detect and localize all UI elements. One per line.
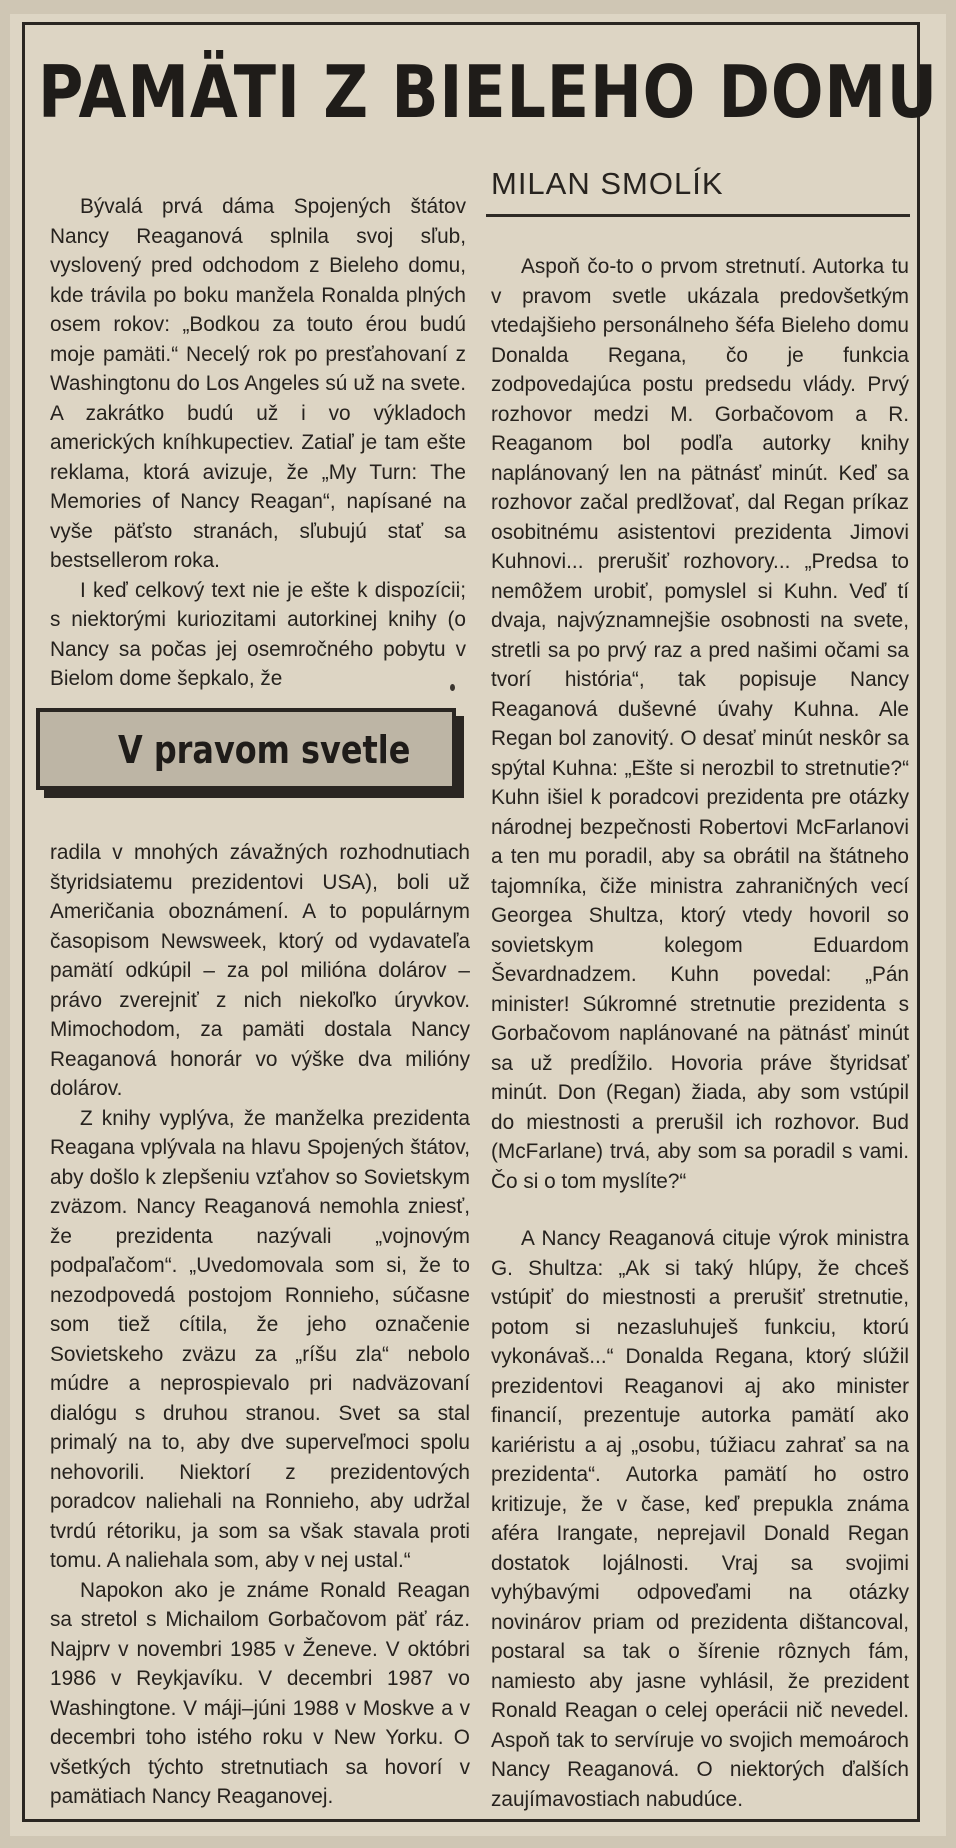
right-paragraph: Aspoň čo-to o prvom stretnutí. Autorka tu v pravom svetle ukázala predovšetkým vtedajšieho personálneho šéfa Bieleho domu Donalda Regana, čo je funkcia zodpovedajúca postu predsedu vlády. Prvý rozhovor medzi M. Gorbačovom a R. Reaganom bol podľa autorky knihy naplánovaný len na pätnásť minút. Keď sa rozhovor začal predlžovať, dal Regan príkaz osobitnému asistentovi prezidenta Jimovi Kuhnovi... prerušiť rozhovory... „Predsa to nemôžem urobiť, pomyslel si Kuhn. Veď tí dvaja, najvýznamnejšie osobnosti na svete, stretli sa po prvý raz a pred našimi očami sa tvorí história“, tak popisuje Nancy Reaganová duševné úvahy Kuhna. Ale Regan bol zanovitý. O desať minút neskôr sa spýtal Kuhna: „Ešte si nerozbil to stretnutie?“ Kuhn išiel k poradcovi prezidenta pre otázky národnej bezpečnosti Robertovi McFarlanovi a ten mu poradil, aby sa obrátil na štátneho tajomníka, čiže ministra zahraničných vecí Georgea Shultza, ktorý vtedy hovoril so sovietskym kolegom Eduardom Ševardnadzem. Kuhn povedal: „Pán minister! Súkromné stretnutie prezidenta s Gorbačovom naplánované na pätnásť minút sa už predĺžilo. Hovoria práve štyridsať minút. Don (Regan) žiada, aby som vstúpil do miestnosti a prerušil ich rozhovor. Bud (McFarlane) trvá, aby som sa poradil s vami. Čo si o tom myslíte?“ <box>491 255 909 1193</box>
right-column <box>491 252 909 1814</box>
subheading-title: V pravom svetle <box>118 728 411 772</box>
byline-divider <box>486 214 910 217</box>
subheading-box <box>36 708 456 790</box>
left-column <box>50 838 470 1812</box>
intro-paragraph: I keď celkový text nie je ešte k dispozícii; s niektorými kuriozitami autorkinej knihy (o Nancy sa počas jej osemročného pobytu v Bielom dome šepkalo, že <box>50 578 466 690</box>
intro-column <box>50 192 466 694</box>
right-paragraph: A Nancy Reaganová cituje výrok ministra G. Shultza: „Ak si taký hlúpy, že chceš vstúpiť do miestnosti a prerušiť stretnutie, potom si nezasluhuješ funkciu, ktorú vykonávaš...“ Donalda Regana, ktorý slúžil prezidentovi Reaganovi aj ako minister financií, prezentuje autorka pamätí ako kariéristu a aj „osobu, túžiacu zahrať sa na prezidenta“. Autorka pamätí ho ostro kritizuje, že v čase, keď prepukla známa aféra Irangate, neprejavil Donald Regan dostatok lojálnosti. Vraj sa svojimi vyhýbavými odpoveďami na otázky novinárov priam od prezidenta dištancoval, postaral sa tak o šírenie rôznych fám, namiesto aby jasne vyhlásil, že prezident Ronald Reagan o celej operácii nič nevedel. Aspoň tak to servíruje vo svojich memoároch Nancy Reaganová. O niektorých ďalších zaujímavostiach nabudúce. <box>491 1227 909 1811</box>
author-byline: MILAN SMOLÍK <box>491 166 724 201</box>
article-headline: PAMÄTI Z BIELEHO DOMU <box>38 50 938 134</box>
left-paragraph: Z knihy vyplýva, že manželka prezidenta Reagana vplývala na hlavu Spojených štátov, aby došlo k zlepšeniu vzťahov so Sovietskym zväzom. Nancy Reaganová nemohla zniesť, že prezidenta nazývali „vojnovým podpaľačom“. „Uvedomovala som si, že to nezodpovedá postojom Ronnieho, súčasne som tiež cítila, že jeho označenie Sovietskeho zväzu za „ríšu zla“ nebolo múdre a neprospievalo pri nadväzovaní dialógu s druhou stranou. Svet sa stal primalý na to, aby dve superveľmoci spolu nehovorili. Niektorí z prezidentových poradcov naliehali na Ronnieho, aby udržal tvrdú rétoriku, ja som sa však stavala proti tomu. A naliehala som, aby v nej ustal.“ <box>50 1106 470 1572</box>
newspaper-clipping <box>10 14 946 1836</box>
left-paragraph: radila v mnohých závažných rozhodnutiach štyridsiatemu prezidentovi USA), boli už Američania oboznámení. A to populárnym časopisom Newsweek, ktorý od vydavateľa pamätí odkúpil – za pol milióna dolárov – právo zverejniť z nich niekoľko úryvkov. Mimochodom, za pamäti dostala Nancy Reaganová honorár vo výške dva milióny dolárov. <box>50 841 470 1100</box>
print-speck <box>450 684 455 691</box>
intro-paragraph: Bývalá prvá dáma Spojených štátov Nancy Reaganová splnila svoj sľub, vyslovený pred odchodom z Bieleho domu, kde trávila po boku manžela Ronalda plných osem rokov: „Bodkou za touto érou budú moje pamäti.“ Necelý rok po presťahovaní z Washingtonu do Los Angeles sú už na svete. A zakrátko budú už i vo výkladoch amerických kníhkupectiev. Zatiaľ je tam ešte reklama, ktorá avizuje, že „My Turn: The Memories of Nancy Reagan“, napísané na vyše päťsto stranách, sľubujú stať sa bestsellerom roka. <box>50 195 466 572</box>
left-paragraph: Napokon ako je známe Ronald Reagan sa stretol s Michailom Gorbačovom päť ráz. Najprv v novembri 1985 v Ženeve. V októbri 1986 v Reykjavíku. V decembri 1987 vo Washingtone. V máji–júni 1988 v Moskve a v decembri toho istého roku v New Yorku. O všetkých týchto stretnutiach sa hovorí v pamätiach Nancy Reaganovej. <box>50 1578 470 1808</box>
